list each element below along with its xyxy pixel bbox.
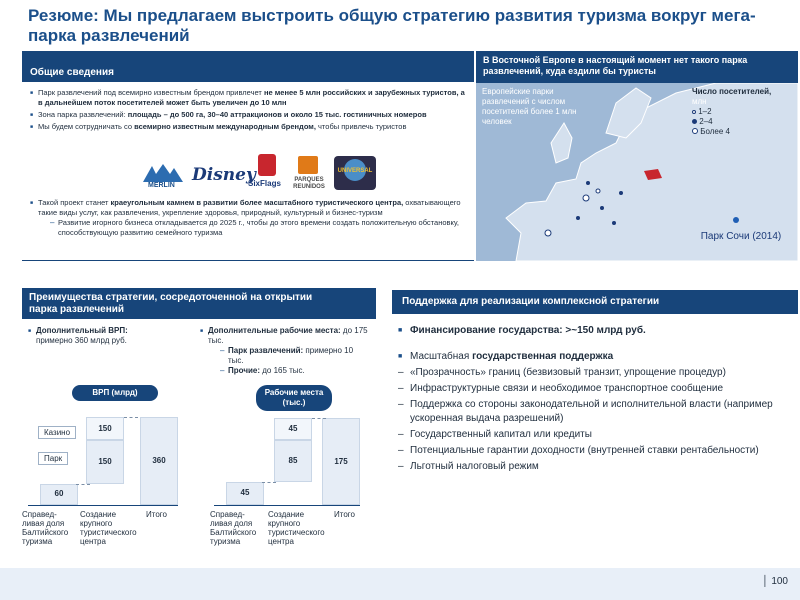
tag-park: Парк (38, 452, 68, 465)
sixflags-emblem-icon (258, 154, 276, 176)
general-header: Общие сведения (22, 51, 474, 83)
chart1-xlabel: Итого (146, 510, 167, 519)
general-sub-list (38, 218, 466, 238)
support-item: – Государственный капитал или кредиты (398, 429, 592, 440)
chart2-label-base: 45 (240, 488, 250, 497)
chart1-connector (76, 484, 90, 485)
logo-sixflags: SixFlags (248, 152, 286, 192)
jobs-block (200, 326, 370, 376)
support-item: – Льготный налоговый режим (398, 461, 539, 472)
park-marker (612, 221, 616, 225)
chart2-label-park: 85 (288, 456, 298, 465)
support-item: – Поддержка со стороны законодательной и исполнительной власти (например ускоренная выдача разрешений) (398, 399, 773, 424)
chart2-bar-park (274, 440, 312, 482)
map-caption: Европейские парки развлечений с числом посетителей более 1 млн человек (482, 87, 577, 126)
chart1-connector (124, 417, 138, 418)
chart2-xlabel: Справед-ливая доля Балтийского туризма (210, 510, 257, 546)
legend-unit: млн (692, 97, 707, 106)
chart1-xlabel: Создание крупного туристического центра (80, 510, 137, 546)
park-marker (583, 195, 589, 201)
legend-dot-large-icon (692, 128, 698, 134)
chart1-xlabel: Справед-ливая доля Балтийского туризма (22, 510, 69, 546)
chart1-title: ВРП (млрд) (72, 385, 158, 401)
financing-item: ■ Финансирование государства: >~150 млрд руб. (398, 325, 646, 336)
logo-universal: UNIVERSAL (334, 156, 376, 190)
map-legend (692, 87, 792, 137)
support-item: – Потенциальные гарантии доходности (внутренней ставки рентабельности) (398, 445, 759, 456)
chart1-bar-casino (86, 417, 124, 440)
general-sub-item: – Развитие игорного бизнеса откладывается до 2025 г., чтобы до этого времени создать положительную обстановку, способствующую развитию семейного туризма (50, 218, 466, 238)
europe-map (476, 83, 798, 261)
chart2-connector (312, 418, 326, 419)
chart1-bar-total (140, 417, 178, 505)
europe-header: В Восточной Европе в настоящий момент нет такого парка развлечений, куда ездили бы туристы (476, 51, 798, 83)
chart2-bar-total (322, 418, 360, 505)
chart2-bar-base (226, 482, 264, 505)
legend-dot-small-icon (692, 110, 696, 114)
chart1-label-casino: 150 (98, 424, 112, 433)
chart1-label-total: 360 (152, 456, 166, 465)
chart2-label-casino: 45 (288, 424, 298, 433)
support-item: – Инфраструктурные связи и необходимое транспортное сообщение (398, 383, 724, 394)
chart2-label-total: 175 (334, 457, 348, 466)
chart1-label-base: 60 (54, 489, 64, 498)
page-title: Резюме: Мы предлагаем выстроить общую стратегию развития туризма вокруг мега-парка развлечений (28, 6, 756, 45)
chart2-title: Рабочие места (тыс.) (256, 385, 332, 411)
general-bullet: ■ Парк развлечений под всемирно известным брендом привлечет не менее 5 млн российских и зарубежных туристов, а в дальнейшем поток посетителей может быть увеличен до 10 млн (30, 88, 466, 108)
parques-emblem-icon (298, 156, 318, 174)
scale-item: ■ Масштабная государственная поддержка (398, 351, 614, 362)
park-marker (619, 191, 623, 195)
general-bullets-2 (30, 198, 466, 238)
page-number: │ 100 (762, 576, 788, 587)
jobs-sub-item: – Прочие: до 165 тыс. (220, 366, 370, 376)
footer-bar (0, 568, 800, 600)
scale-bullet-icon: ■ (398, 353, 403, 360)
tag-casino: Казино (38, 426, 76, 439)
financing-bullet-icon: ■ (398, 327, 403, 334)
chart1-baseline (28, 505, 178, 506)
legend-item: 1–2 (692, 107, 792, 117)
logo-merlin: MERLIN (138, 160, 188, 190)
grp-bullet: ■ Дополнительный ВРП: примерно 360 млрд руб. (28, 326, 188, 346)
support-item: – «Прозрачность» границ (безвизовый транзит, упрощение процедур) (398, 367, 726, 378)
jobs-sub-item: – Парк развлечений: примерно 10 тыс. (220, 346, 370, 366)
chart1-bar-base (40, 484, 78, 505)
park-marker (596, 189, 600, 193)
chart2-connector (262, 482, 276, 483)
jobs-sub-list (208, 346, 370, 376)
general-bullet: ■ Зона парка развлечений: площадь – до 500 га, 30–40 аттракционов и около 15 тыс. гостиничных номеров (30, 110, 466, 120)
support-header: Поддержка для реализации комплексной стратегии (392, 290, 798, 314)
chart2-xlabel: Итого (334, 510, 355, 519)
general-bullet: ■ Такой проект станет краеугольным камнем в развитии более масштабного туристического центра, охватывающего такие виды услуг, как развлечения, укрепление здоровья, природный, культурный и бизнес-туризм – Развитие игорного бизнеса откладывается до 2025 г., чтобы до этого времени создать положительную обстановку, способствующую развитию семейного туризма (30, 198, 466, 238)
grp-block (28, 326, 188, 346)
logo-disney: Disney (192, 165, 256, 185)
park-marker (576, 216, 580, 220)
legend-item: Более 4 (692, 127, 792, 137)
sochi-marker (733, 217, 739, 223)
legend-title: Число посетителей, (692, 87, 772, 96)
chart1-bar-park (86, 440, 124, 484)
park-marker (586, 181, 590, 185)
legend-item: 2–4 (692, 117, 792, 127)
chart2-baseline (214, 505, 360, 506)
support-list (398, 324, 794, 476)
park-marker (600, 206, 604, 210)
general-bullet: ■ Мы будем сотрудничать со всемирно известным международным брендом, чтобы привлечь туристов (30, 122, 466, 132)
park-marker (545, 230, 551, 236)
advantages-header: Преимущества стратегии, сосредоточенной на открытии парка развлечений (22, 288, 376, 319)
legend-dot-medium-icon (692, 119, 697, 124)
sochi-label: Парк Сочи (2014) (700, 231, 782, 242)
chart2-bar-casino (274, 418, 312, 440)
general-bullets (30, 88, 466, 132)
chart1-label-park: 150 (98, 457, 112, 466)
jobs-bullet: ■ Дополнительные рабочие места: до 175 тыс. – Парк развлечений: примерно 10 тыс. – Прочие: до 165 тыс. (200, 326, 370, 376)
logo-parques: PARQUES REUNIDOS (288, 156, 330, 194)
chart2-xlabel: Создание крупного туристического центра (268, 510, 325, 546)
